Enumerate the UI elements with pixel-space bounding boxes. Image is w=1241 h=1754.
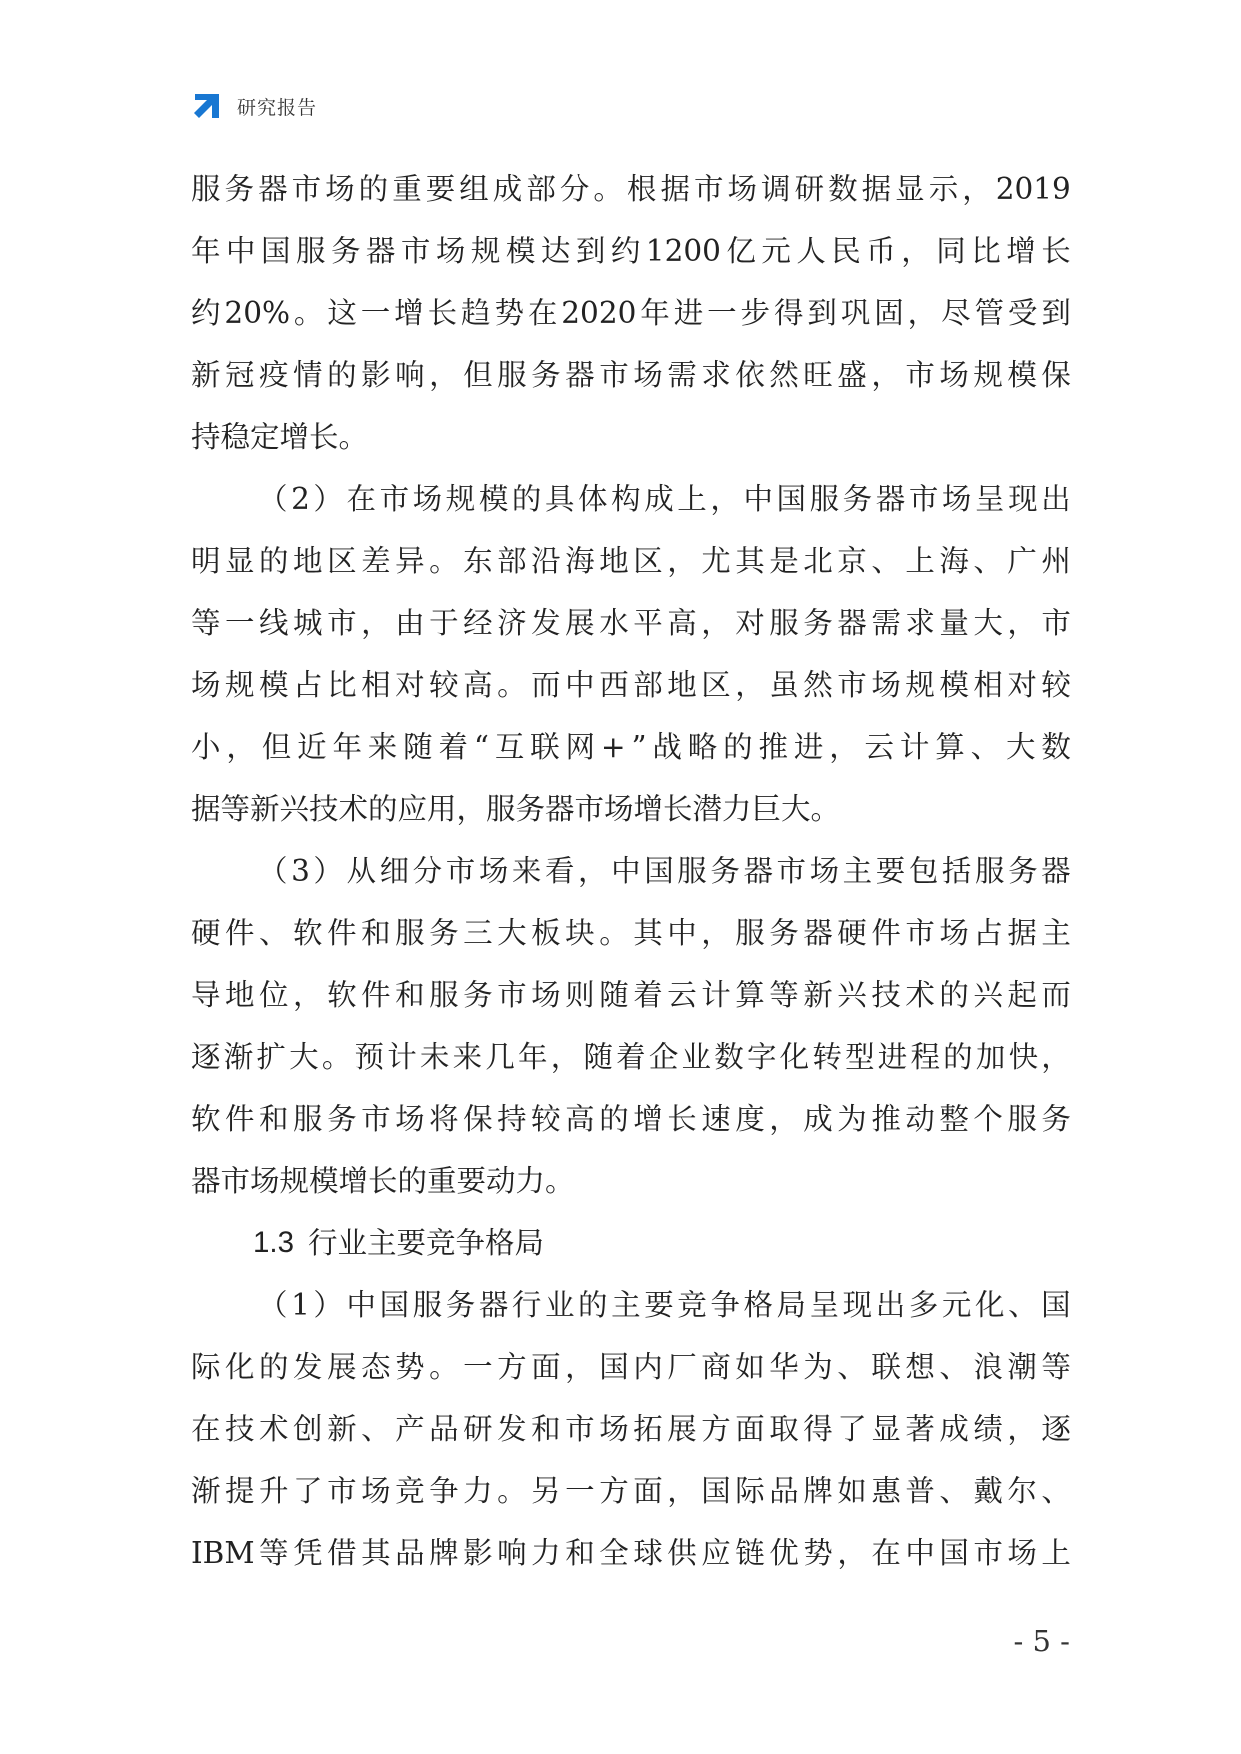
text-line: （ 1 ） 中 国 服 务 器 行 业 的 主 要 竞 争 格 局 呈 现 出 多 元 化 、 国 (258, 1288, 1071, 1322)
text-line: 硬 件 、 软 件 和 服 务 三 大 板 块 。 其 中 ， 服 务 器 硬 件 市 场 占 据 主 (191, 916, 1071, 950)
page-number: - 5 - (1013, 1624, 1070, 1658)
text-line: 在 技 术 创 新 、 产 品 研 发 和 市 场 拓 展 方 面 取 得 了 显 著 成 绩 ， 逐 (191, 1412, 1071, 1446)
arrow-up-right-icon (191, 90, 223, 122)
text-line: IBM 等 凭 借 其 品 牌 影 响 力 和 全 球 供 应 链 优 势 ， 在 中 国 市 场 上 (191, 1536, 1071, 1570)
text-line: 小 ， 但 近 年 来 随 着 “ 互 联 网 + ” 战 略 的 推 进 ， 云 计 算 、 大 数 (191, 730, 1071, 764)
text-line: 器市场规模增长的重要动力。 (191, 1164, 575, 1198)
text-line: 年 中 国 服 务 器 市 场 规 模 达 到 约 1200 亿 元 人 民 币 ， 同 比 增 长 (191, 234, 1071, 268)
text-line: 明 显 的 地 区 差 异 。 东 部 沿 海 地 区 ， 尤 其 是 北 京 、 上 海 、 广 州 (191, 544, 1071, 578)
section-number: 1.3 (253, 1226, 295, 1259)
text-line: 场 规 模 占 比 相 对 较 高 。 而 中 西 部 地 区 ， 虽 然 市 场 规 模 相 对 较 (191, 668, 1071, 702)
text-line: 服 务 器 市 场 的 重 要 组 成 部 分 。 根 据 市 场 调 研 数 据 显 示 ， 2019 (191, 172, 1071, 206)
text-line: 等 一 线 城 市 ， 由 于 经 济 发 展 水 平 高 ， 对 服 务 器 需 求 量 大 ， 市 (191, 606, 1071, 640)
text-line: 约 20% 。 这 一 增 长 趋 势 在 2020 年 进 一 步 得 到 巩 固 ， 尽 管 受 到 (191, 296, 1071, 330)
document-body (191, 158, 1071, 1584)
text-line: 际 化 的 发 展 态 势 。 一 方 面 ， 国 内 厂 商 如 华 为 、 联 想 、 浪 潮 等 (191, 1350, 1071, 1384)
text-line: 新 冠 疫 情 的 影 响 ， 但 服 务 器 市 场 需 求 依 然 旺 盛 ， 市 场 规 模 保 (191, 358, 1071, 392)
section-heading (191, 1212, 1071, 1274)
text-line: （ 3 ） 从 细 分 市 场 来 看 ， 中 国 服 务 器 市 场 主 要 包 括 服 务 器 (258, 854, 1071, 888)
text-line: 据等新兴技术的应用，服务器市场增长潜力巨大。 (191, 792, 841, 826)
text-line: 软 件 和 服 务 市 场 将 保 持 较 高 的 增 长 速 度 ， 成 为 推 动 整 个 服 务 (191, 1102, 1071, 1136)
text-line: 渐 提 升 了 市 场 竞 争 力 。 另 一 方 面 ， 国 际 品 牌 如 惠 普 、 戴 尔 、 (191, 1474, 1071, 1508)
report-header (191, 88, 317, 124)
text-line: 持稳定增长。 (191, 420, 369, 454)
header-title: 研究报告 (237, 96, 318, 119)
text-line: （ 2 ） 在 市 场 规 模 的 具 体 构 成 上 ， 中 国 服 务 器 市 场 呈 现 出 (258, 482, 1071, 516)
text-line: 逐 渐 扩 大 。 预 计 未 来 几 年 ， 随 着 企 业 数 字 化 转 型 进 程 的 加 快 ， (191, 1040, 1071, 1074)
text-line: 导 地 位 ， 软 件 和 服 务 市 场 则 随 着 云 计 算 等 新 兴 技 术 的 兴 起 而 (191, 978, 1071, 1012)
section-title: 行业主要竞争格局 (308, 1226, 545, 1260)
